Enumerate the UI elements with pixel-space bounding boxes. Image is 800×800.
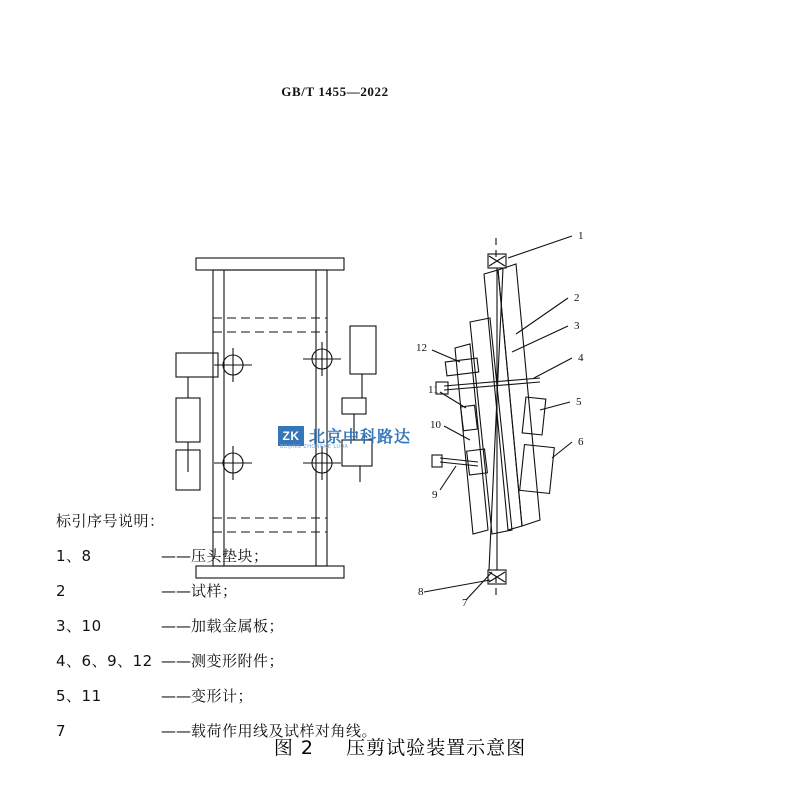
- legend-key: 3、10: [56, 617, 102, 635]
- legend-dash: ——: [161, 722, 191, 740]
- legend-item: [56, 650, 756, 671]
- legend-dash: ——: [161, 617, 191, 635]
- legend-value: 变形计；: [191, 687, 254, 705]
- watermark-subtext: BEIJING ZHONGKE LUDA: [280, 444, 349, 450]
- callout-8: 8: [418, 586, 424, 598]
- legend-dash: ——: [161, 547, 191, 565]
- callout-11: 11: [428, 384, 439, 396]
- callout-6: 6: [578, 436, 584, 448]
- legend-key: 7: [56, 722, 67, 740]
- callout-1: 1: [578, 230, 584, 242]
- legend-dash: ——: [161, 582, 191, 600]
- legend-value: 测变形附件；: [191, 652, 285, 670]
- figure-caption-label: 图 2: [273, 737, 315, 759]
- callout-12: 12: [416, 342, 427, 354]
- legend-item: [56, 580, 756, 601]
- standard-code-header: GB/T 1455—2022: [281, 84, 389, 99]
- legend-key: 4、6、9、12: [56, 652, 153, 670]
- callout-3: 3: [574, 320, 580, 332]
- legend-item: [56, 615, 756, 636]
- figure-caption: [0, 733, 800, 760]
- legend-key: 5、11: [56, 687, 102, 705]
- legend-dash: ——: [161, 687, 191, 705]
- callout-10: 10: [430, 419, 441, 431]
- legend-value: 压头垫块；: [191, 547, 269, 565]
- legend-key: 2: [56, 582, 67, 600]
- legend-value: 加载金属板；: [191, 617, 285, 635]
- callout-7: 7: [462, 597, 468, 609]
- legend-item: [56, 685, 756, 706]
- callout-2: 2: [574, 292, 580, 304]
- callout-5: 5: [576, 396, 582, 408]
- watermark-badge: ZK: [278, 426, 304, 446]
- legend-block: [56, 510, 756, 755]
- figure-caption-text: 压剪试验装置示意图: [346, 737, 527, 759]
- callout-9: 9: [432, 489, 438, 501]
- legend-dash: ——: [161, 652, 191, 670]
- callout-4: 4: [578, 352, 584, 364]
- legend-value: 载荷作用线及试样对角线。: [191, 722, 378, 740]
- legend-item: [56, 545, 756, 566]
- watermark-text: 北京中科路达: [309, 427, 412, 446]
- legend-value: 试样；: [191, 582, 238, 600]
- legend-title: 标引序号说明：: [56, 512, 165, 530]
- legend-key: 1、8: [56, 547, 92, 565]
